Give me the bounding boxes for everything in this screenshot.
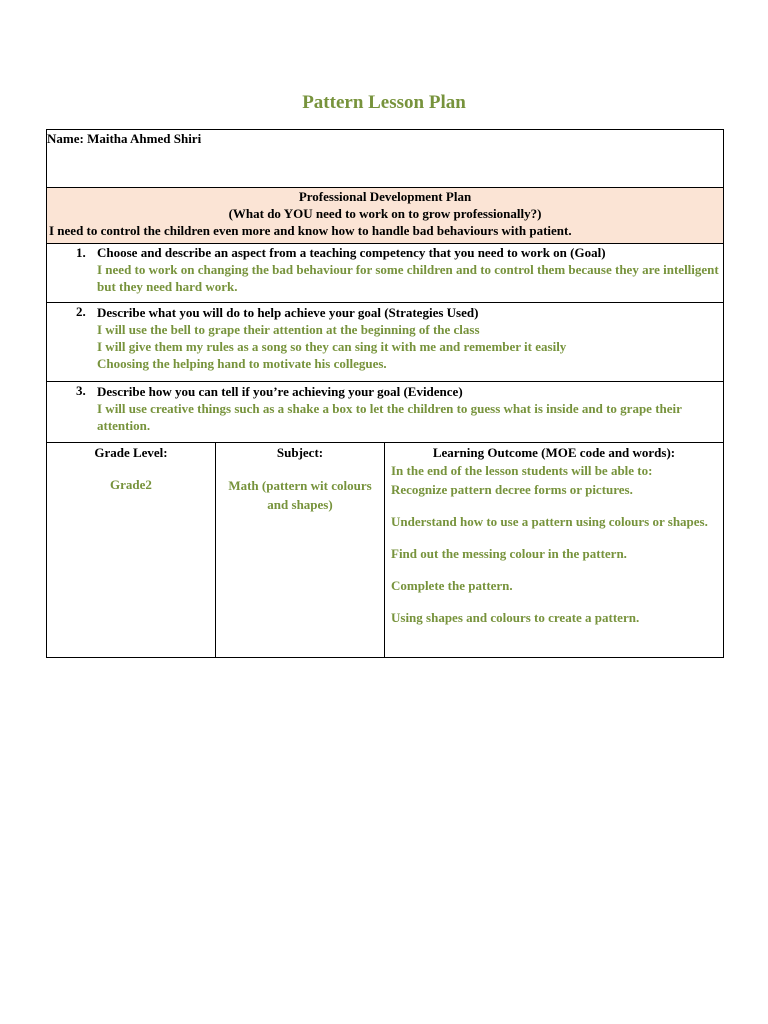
learning-outcome-label: Learning Outcome (MOE code and words): [432,445,676,460]
goal-number: 3. [76,383,86,398]
goal-answer: I need to work on changing the bad behaviour for some children and to control them because they are intelligent but they need hard work. [97,262,719,294]
lesson-details-row [47,443,724,658]
goal-prompt: Choose and describe an aspect from a teaching competency that you need to work on (Goal) [97,245,606,260]
learning-outcome-item: Understand how to use a pattern using colours or shapes. [391,514,708,529]
name-line: Name: Maitha Ahmed Shiri [47,131,202,146]
goal-row-3 [47,382,724,443]
subject-cell [216,443,385,658]
goal-prompt: Describe how you can tell if you’re achieving your goal (Evidence) [97,384,463,399]
subject-label: Subject: [276,445,324,460]
pdp-cell [47,188,724,244]
goal-row-1 [47,244,724,303]
learning-outcome-item: Complete the pattern. [391,578,513,593]
grade-label: Grade Level: [94,445,168,460]
goal-answer: I will use creative things such as a shake a box to let the children to guess what is inside and to grape their attention. [97,401,682,433]
grade-value: Grade2 [110,477,152,492]
lesson-plan-table [46,129,724,658]
goal-cell-2 [47,303,724,382]
grade-cell [47,443,216,658]
learning-outcome-item: In the end of the lesson students will be able to: [391,463,653,478]
learning-outcome-cell [385,443,724,658]
subject-value: Math (pattern wit colours and shapes) [228,478,372,512]
goal-answer: I will use the bell to grape their attention at the beginning of the class [97,322,480,337]
learning-outcome-item: Recognize pattern decree forms or pictures. [391,482,633,497]
goal-answer: Choosing the helping hand to motivate his collegues. [97,356,387,371]
learning-outcome-item: Find out the messing colour in the pattern. [391,546,627,561]
goal-number: 1. [76,245,86,260]
name-row [47,130,724,188]
pdp-row [47,188,724,244]
goal-answer: I will give them my rules as a song so they can sing it with me and remember it easily [97,339,567,354]
goal-row-2 [47,303,724,382]
document-title: Pattern Lesson Plan [302,92,466,113]
pdp-heading: Professional Development Plan [298,189,472,204]
learning-outcome-item: Using shapes and colours to create a pattern. [391,610,640,625]
goal-prompt: Describe what you will do to help achieve your goal (Strategies Used) [97,305,479,320]
name-cell [47,130,724,188]
goal-cell-1 [47,244,724,303]
pdp-question: (What do YOU need to work on to grow professionally?) [228,206,542,221]
pdp-need: I need to control the children even more and know how to handle bad behaviours with patient. [49,223,572,238]
goal-cell-3 [47,382,724,443]
goal-number: 2. [76,304,86,319]
